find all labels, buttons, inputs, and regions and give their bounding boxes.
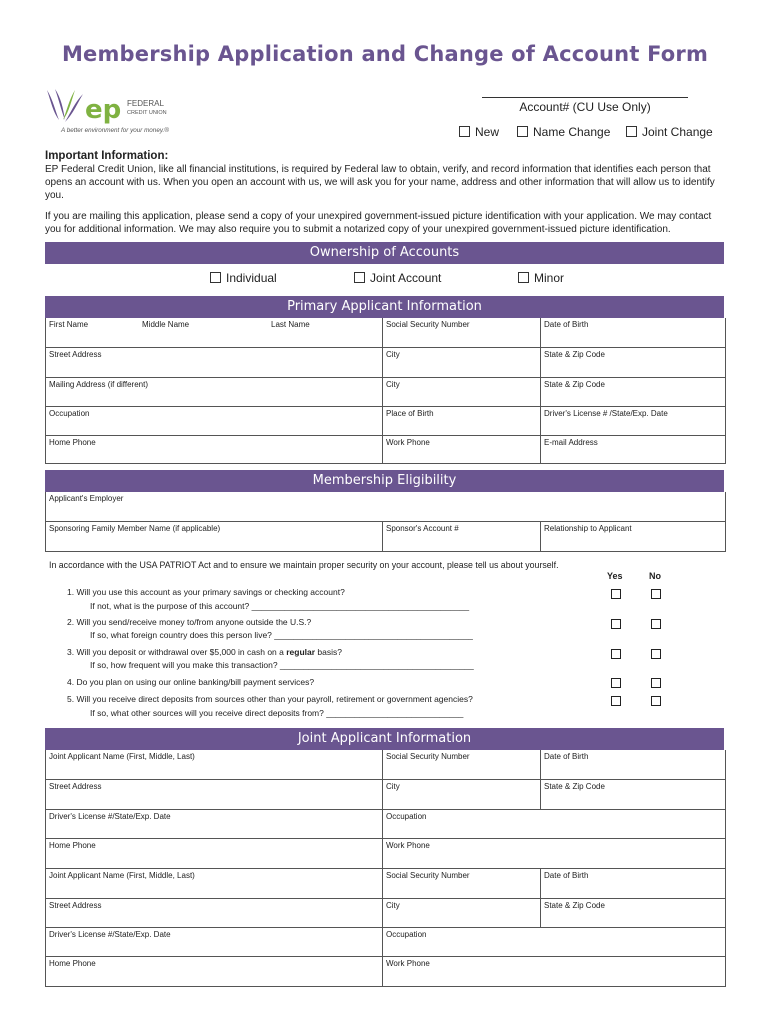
primary-row-name[interactable] xyxy=(46,318,725,348)
state-zip-label: State & Zip Code xyxy=(544,350,605,359)
sponsor-row[interactable] xyxy=(46,522,725,552)
question-3-bold: regular xyxy=(286,647,316,657)
question-3-followup[interactable]: If so, how frequent will you make this transaction? _________________________________________ xyxy=(90,660,474,670)
joint-ssn-label: Social Security Number xyxy=(386,752,470,761)
option-name-change[interactable] xyxy=(517,125,610,139)
q3-no-checkbox[interactable] xyxy=(651,649,661,659)
option-name-change-label: Name Change xyxy=(533,125,611,139)
sponsor-name-field[interactable] xyxy=(46,522,382,551)
q4-no-checkbox[interactable] xyxy=(651,678,661,688)
sponsor-account-field[interactable] xyxy=(382,522,540,551)
joint-applicant-grid xyxy=(45,750,726,987)
question-3-text: 3. Will you deposit or withdrawal over $5,000 in cash on a xyxy=(67,647,287,657)
ownership-minor[interactable] xyxy=(518,271,564,285)
question-5: 5. Will you receive direct deposits from sources other than your payroll, retirement or government agencies? xyxy=(67,694,473,704)
sponsor-name-label: Sponsoring Family Member Name (if applicable) xyxy=(49,524,221,533)
primary-birthplace-field[interactable] xyxy=(382,407,540,435)
joint-city-field[interactable] xyxy=(382,780,540,809)
q1-no-checkbox[interactable] xyxy=(651,589,661,599)
joint2-row-license[interactable] xyxy=(46,928,725,957)
q5-yes-checkbox[interactable] xyxy=(611,696,621,706)
logo-line2: CREDIT UNION xyxy=(127,110,167,116)
joint2-ssn-label: Social Security Number xyxy=(386,871,470,880)
joint2-ssn-field[interactable] xyxy=(382,869,540,898)
joint2-street-field[interactable] xyxy=(46,899,382,927)
joint-change-checkbox[interactable] xyxy=(626,126,637,137)
joint-name-label: Joint Applicant Name (First, Middle, Last) xyxy=(49,752,195,761)
minor-checkbox[interactable] xyxy=(518,272,529,283)
q2-yes-checkbox[interactable] xyxy=(611,619,621,629)
joint-row-phone[interactable] xyxy=(46,839,725,869)
joint2-city-field[interactable] xyxy=(382,899,540,927)
joint-dob-field[interactable] xyxy=(540,750,725,779)
question-4: 4. Do you plan on using our online banking/bill payment services? xyxy=(67,677,315,687)
primary-row-address[interactable] xyxy=(46,348,725,378)
joint2-name-field[interactable] xyxy=(46,869,382,898)
name-change-checkbox[interactable] xyxy=(517,126,528,137)
joint-ssn-field[interactable] xyxy=(382,750,540,779)
eligibility-header: Membership Eligibility xyxy=(45,470,724,492)
primary-license-field[interactable] xyxy=(540,407,725,435)
ownership-individual[interactable] xyxy=(210,271,277,285)
employer-row[interactable] xyxy=(46,492,725,522)
new-checkbox[interactable] xyxy=(459,126,470,137)
first-name-label: First Name xyxy=(49,320,89,329)
account-number-label: Account# (CU Use Only) xyxy=(519,100,651,114)
joint-license-field[interactable] xyxy=(46,810,382,838)
primary-email-field[interactable] xyxy=(540,436,725,463)
joint2-state-field[interactable] xyxy=(540,899,725,927)
joint-applicant-header: Joint Applicant Information xyxy=(45,728,724,750)
mailing-label: Mailing Address (if different) xyxy=(49,380,149,389)
eligibility-grid xyxy=(45,492,726,552)
q2-no-checkbox[interactable] xyxy=(651,619,661,629)
joint-account-checkbox[interactable] xyxy=(354,272,365,283)
q1-yes-checkbox[interactable] xyxy=(611,589,621,599)
question-1-followup[interactable]: If not, what is the purpose of this account? ______________________________________________ xyxy=(90,601,470,611)
joint2-name-label: Joint Applicant Name (First, Middle, Last) xyxy=(49,871,195,880)
joint2-license-field[interactable] xyxy=(46,928,382,956)
work-phone-label: Work Phone xyxy=(386,438,430,447)
joint2-occupation-label: Occupation xyxy=(386,930,427,939)
option-new[interactable] xyxy=(459,125,499,139)
primary-row-occupation[interactable] xyxy=(46,407,725,436)
logo-tagline: A better environment for your money.® xyxy=(61,127,169,134)
primary-mailing-field[interactable] xyxy=(46,378,382,406)
joint-license-label: Driver's License #/State/Exp. Date xyxy=(49,812,171,821)
middle-name-label: Middle Name xyxy=(142,320,190,329)
form-title: Membership Application and Change of Account Form xyxy=(61,42,709,66)
primary-mailing-city-field[interactable] xyxy=(382,378,540,406)
patriot-intro: In accordance with the USA PATRIOT Act and to ensure we maintain proper security on your account, please tell us about yourself. xyxy=(49,560,559,570)
joint2-row-phone[interactable] xyxy=(46,957,725,987)
employer-field[interactable] xyxy=(46,492,725,521)
important-paragraph-1: EP Federal Credit Union, like all financial institutions, is required by Federal law to obtain, verify, and record information that identifies each person that opens an account with us. When you open an account with us, we will ask you for your name, address and other information that will allow us to identify you. xyxy=(45,164,715,201)
joint2-work-phone-field[interactable] xyxy=(382,957,725,986)
joint-state-label: State & Zip Code xyxy=(544,782,605,791)
logo-brand: ep xyxy=(85,95,122,125)
primary-row-phone[interactable] xyxy=(46,436,725,464)
question-2: 2. Will you send/receive money to/from anyone outside the U.S.? xyxy=(67,617,312,627)
joint2-state-label: State & Zip Code xyxy=(544,901,605,910)
ownership-header: Ownership of Accounts xyxy=(45,242,724,264)
joint-occupation-field[interactable] xyxy=(382,810,725,838)
question-5-followup[interactable]: If so, what other sources will you receive direct deposits from? _____________________________ xyxy=(90,708,464,718)
joint-home-phone-field[interactable] xyxy=(46,839,382,868)
option-joint-change[interactable] xyxy=(626,125,713,139)
account-number-line[interactable] xyxy=(482,97,688,98)
primary-occupation-field[interactable] xyxy=(46,407,382,435)
joint-dob-label: Date of Birth xyxy=(544,752,589,761)
joint2-license-label: Driver's License #/State/Exp. Date xyxy=(49,930,171,939)
joint-work-phone-label: Work Phone xyxy=(386,841,430,850)
employer-label: Applicant's Employer xyxy=(49,494,124,503)
mailing-state-label: State & Zip Code xyxy=(544,380,605,389)
joint-street-field[interactable] xyxy=(46,780,382,809)
street-label: Street Address xyxy=(49,350,102,359)
primary-state-field[interactable] xyxy=(540,348,725,377)
individual-label: Individual xyxy=(226,271,277,285)
question-3-end: basis? xyxy=(315,647,342,657)
primary-applicant-grid xyxy=(45,318,726,464)
yes-column-header: Yes xyxy=(607,571,623,581)
joint2-street-label: Street Address xyxy=(49,901,102,910)
primary-mailing-state-field[interactable] xyxy=(540,378,725,406)
dob-label: Date of Birth xyxy=(544,320,589,329)
primary-street-field[interactable] xyxy=(46,348,382,377)
joint2-home-phone-field[interactable] xyxy=(46,957,382,986)
city-label: City xyxy=(386,350,400,359)
question-3 xyxy=(67,647,342,657)
primary-work-phone-field[interactable] xyxy=(382,436,540,463)
q3-yes-checkbox[interactable] xyxy=(611,649,621,659)
joint-account-label: Joint Account xyxy=(370,271,442,285)
joint-street-label: Street Address xyxy=(49,782,102,791)
joint-city-label: City xyxy=(386,782,400,791)
joint2-row-address[interactable] xyxy=(46,899,725,928)
q5-no-checkbox[interactable] xyxy=(651,696,661,706)
joint-state-field[interactable] xyxy=(540,780,725,809)
primary-applicant-header: Primary Applicant Information xyxy=(45,296,724,318)
primary-city-field[interactable] xyxy=(382,348,540,377)
relationship-field[interactable] xyxy=(540,522,725,551)
last-name-label: Last Name xyxy=(271,320,310,329)
primary-ssn-field[interactable] xyxy=(382,318,540,347)
important-heading: Important Information: xyxy=(45,150,169,162)
question-2-followup[interactable]: If so, what foreign country does this person live? __________________________________________ xyxy=(90,630,473,640)
joint2-work-phone-label: Work Phone xyxy=(386,959,430,968)
relationship-label: Relationship to Applicant xyxy=(544,524,632,533)
question-1: 1. Will you use this account as your primary savings or checking account? xyxy=(67,587,345,597)
email-label: E-mail Address xyxy=(544,438,598,447)
occupation-label: Occupation xyxy=(49,409,90,418)
joint-row-address[interactable] xyxy=(46,780,725,810)
q4-yes-checkbox[interactable] xyxy=(611,678,621,688)
joint2-row-name[interactable] xyxy=(46,869,725,899)
primary-home-phone-field[interactable] xyxy=(46,436,382,463)
joint2-dob-label: Date of Birth xyxy=(544,871,589,880)
ep-logo xyxy=(45,88,185,138)
joint-work-phone-field[interactable] xyxy=(382,839,725,868)
joint2-city-label: City xyxy=(386,901,400,910)
joint2-home-phone-label: Home Phone xyxy=(49,959,96,968)
minor-label: Minor xyxy=(534,271,565,285)
option-new-label: New xyxy=(475,125,500,139)
joint-row-license[interactable] xyxy=(46,810,725,839)
ownership-joint[interactable] xyxy=(354,271,441,285)
birthplace-label: Place of Birth xyxy=(386,409,434,418)
ssn-label: Social Security Number xyxy=(386,320,470,329)
joint2-occupation-field[interactable] xyxy=(382,928,725,956)
no-column-header: No xyxy=(649,571,661,581)
primary-name-field[interactable] xyxy=(46,318,386,347)
primary-row-mailing[interactable] xyxy=(46,378,725,407)
joint-home-phone-label: Home Phone xyxy=(49,841,96,850)
license-label: Driver's License # /State/Exp. Date xyxy=(544,409,668,418)
logo-line1: FEDERAL xyxy=(127,99,164,108)
joint2-dob-field[interactable] xyxy=(540,869,725,898)
option-joint-change-label: Joint Change xyxy=(642,125,713,139)
joint-name-field[interactable] xyxy=(46,750,382,779)
primary-dob-field[interactable] xyxy=(540,318,725,347)
mailing-city-label: City xyxy=(386,380,400,389)
important-paragraph-2: If you are mailing this application, please send a copy of your unexpired government-issued picture identification with your application. We may contact you for additional information. We may also require you to submit a notarized copy of your unexpired government-issued picture identification. xyxy=(45,211,712,235)
individual-checkbox[interactable] xyxy=(210,272,221,283)
joint-occupation-label: Occupation xyxy=(386,812,427,821)
joint-row-name[interactable] xyxy=(46,750,725,780)
sponsor-account-label: Sponsor's Account # xyxy=(386,524,459,533)
home-phone-label: Home Phone xyxy=(49,438,96,447)
